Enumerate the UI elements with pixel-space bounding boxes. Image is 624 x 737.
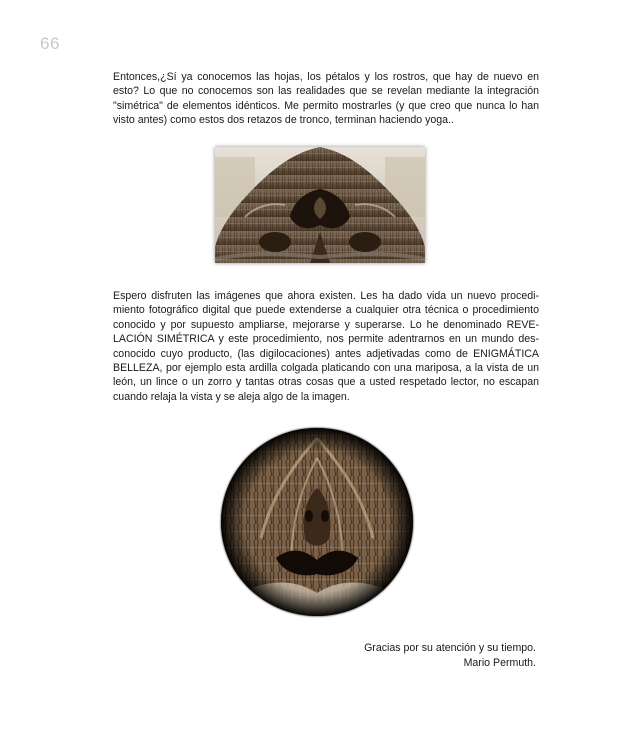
intro-paragraph: Entonces,¿Sí ya conocemos las hojas, los pétalos y los rostros, que hay de nuevo en esto? Lo que no conocemos son las realidades que se revelan mediante la integración "simétrica" de elementos idénticos. Me permito mostrarles (y que creo que nunca lo han visto antes) como estos dos retazos de tronco, terminan haciendo yoga.. <box>113 71 539 127</box>
symmetric-bark-circle-photo <box>221 428 413 616</box>
page-number: 66 <box>40 34 60 53</box>
symmetric-bark-circle-image <box>221 428 413 616</box>
symmetric-trunk-image <box>215 147 425 263</box>
closing-thanks: Gracias por su atención y su tiempo. <box>364 642 536 654</box>
author-name: Mario Permuth. <box>463 656 536 669</box>
body-paragraph: Espero disfruten las imágenes que ahora existen. Les ha dado vida un nuevo procedimiento fotográfico digital que puede extenderse a cualquier otra técnica o procedimiento conocido y por supuesto ampliarse, mejorarse y superarse. Lo he denominado REVELACIÓN SIMÉTRICA y este procedimiento, nos permite adentrarnos en un mundo desconocido cuyo producto, (las digilocaciones) antes adjetivadas como de ENIGMÁTICA BELLEZA, por ejemplo esta ardilla colgada platicando con una mariposa, a la vista de un león, un lince o un zorro y tantas otras cosas que a usted respetado lector, no escapan cuando relaja la vista y se aleja algo de la imagen. <box>113 290 539 403</box>
symmetric-trunk-photo <box>215 147 425 263</box>
closing-signature <box>364 641 536 670</box>
